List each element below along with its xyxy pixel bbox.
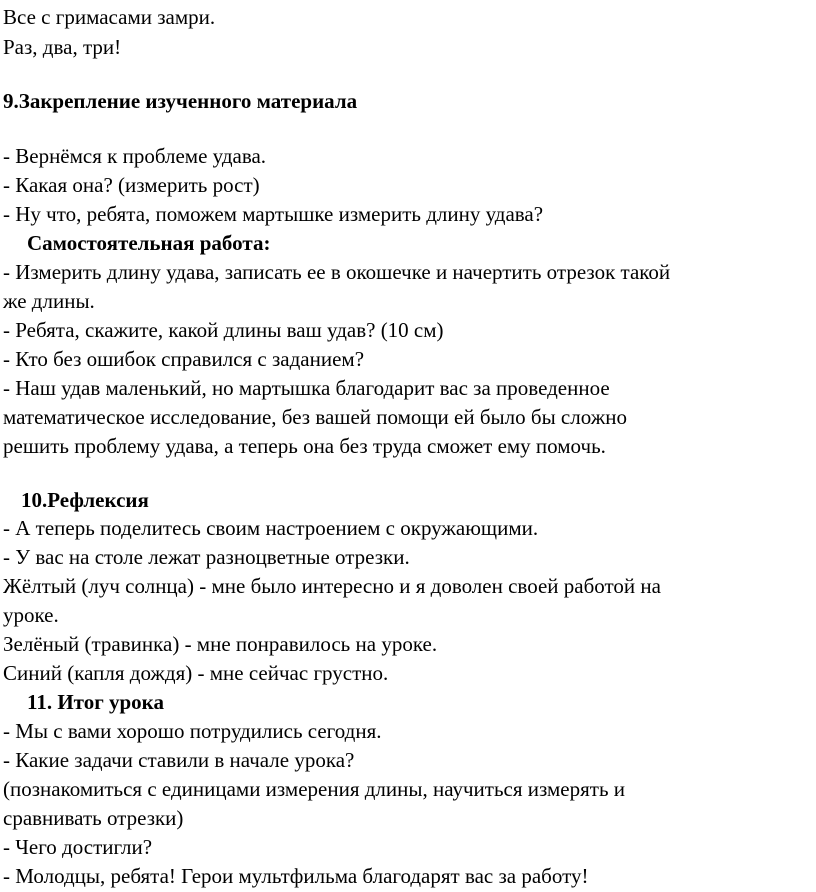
text-line: - У вас на столе лежат разноцветные отрезки. — [3, 545, 410, 569]
text-line: - Ну что, ребята, поможем мартышке измерить длину удава? — [3, 202, 544, 226]
text-line: - А теперь поделитесь своим настроением с окружающими. — [3, 516, 539, 540]
subheading: Самостоятельная работа: — [27, 231, 271, 255]
text-line: - Какие задачи ставили в начале урока? — [3, 748, 355, 772]
text-line: Зелёный (травинка) - мне понравилось на уроке. — [3, 632, 438, 656]
text-line: (познакомиться с единицами измерения длины, научиться измерять и — [3, 777, 626, 801]
section-heading-9: 9.Закрепление изученного материала — [3, 89, 358, 113]
text-line: - Наш удав маленький, но мартышка благодарит вас за проведенное — [3, 376, 610, 400]
text-line: же длины. — [3, 289, 95, 313]
text-line: сравнивать отрезки) — [3, 806, 184, 830]
text-line: математическое исследование, без вашей помощи ей было бы сложно — [3, 405, 627, 429]
section-heading-10: 10.Рефлексия — [21, 488, 149, 512]
text-line: - Молодцы, ребята! Герои мультфильма благодарят вас за работу! — [3, 864, 589, 888]
text-line: - Вернёмся к проблеме удава. — [3, 144, 267, 168]
text-line: - Какая она? (измерить рост) — [3, 173, 260, 197]
intro-line: Все с гримасами замри. — [3, 5, 216, 29]
text-line: - Измерить длину удава, записать ее в окошечке и начертить отрезок такой — [3, 260, 671, 284]
section-heading-11: 11. Итог урока — [27, 690, 164, 714]
text-line: - Кто без ошибок справился с заданием? — [3, 347, 365, 371]
text-line: Жёлтый (луч солнца) - мне было интересно и я доволен своей работой на — [3, 574, 661, 598]
text-line: - Ребята, скажите, какой длины ваш удав? (10 см) — [3, 318, 444, 342]
text-line: - Чего достигли? — [3, 835, 153, 859]
intro-line: Раз, два, три! — [3, 35, 122, 59]
text-line: уроке. — [3, 603, 59, 627]
text-line: - Мы с вами хорошо потрудились сегодня. — [3, 719, 382, 743]
text-line: Синий (капля дождя) - мне сейчас грустно. — [3, 661, 389, 685]
text-line: решить проблему удава, а теперь она без труда сможет ему помочь. — [3, 434, 606, 458]
